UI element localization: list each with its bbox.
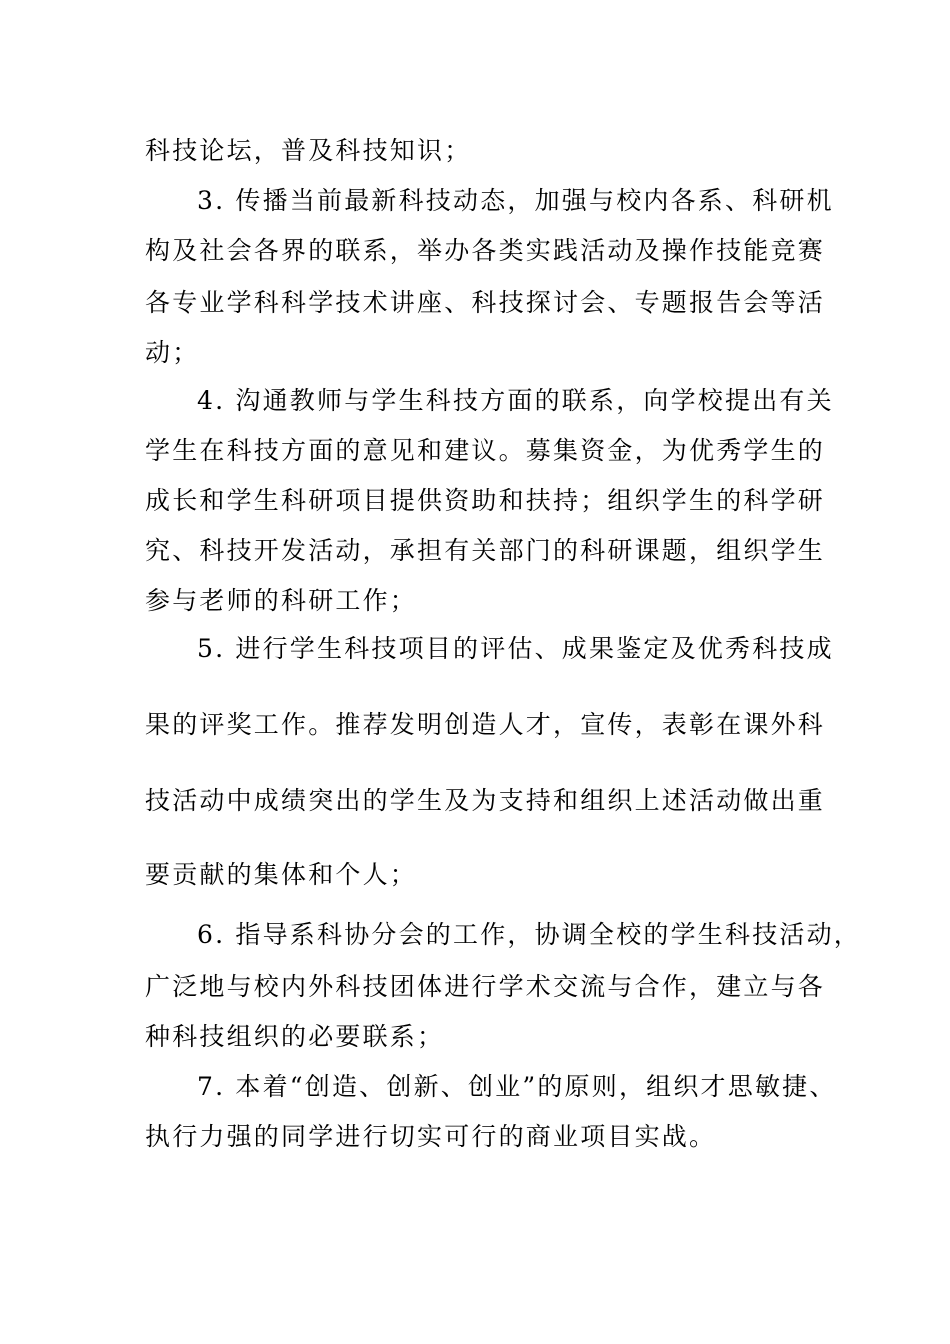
text-line-4: 各专业学科科学技术讲座、科技探讨会、专题报告会等活 <box>145 288 826 317</box>
text-line-item-3: 3. 传播当前最新科技动态，加强与校内各系、科研机 <box>197 186 834 215</box>
text-line-7: 学生在科技方面的意见和建议。募集资金，为优秀学生的 <box>145 436 826 465</box>
text-line-9: 究、科技开发活动，承担有关部门的科研课题，组织学生 <box>145 536 826 565</box>
text-line-item-7: 7. 本着“创造、创新、创业”的原则，组织才思敏捷、 <box>197 1072 837 1101</box>
text-line-item-4: 4. 沟通教师与学生科技方面的联系，向学校提出有关 <box>197 386 834 415</box>
text-line-17: 种科技组织的必要联系； <box>145 1022 445 1051</box>
text-line-12: 果的评奖工作。推荐发明创造人才，宣传，表彰在课外科 <box>145 710 826 739</box>
text-line-5: 动； <box>145 338 200 367</box>
text-line-item-6: 6. 指导系科协分会的工作，协调全校的学生科技活动， <box>197 920 862 949</box>
text-line-3: 构及社会各界的联系，举办各类实践活动及操作技能竞赛 <box>145 236 826 265</box>
text-line-14: 要贡献的集体和个人； <box>145 860 418 889</box>
text-line-1: 科技论坛，普及科技知识； <box>145 136 472 165</box>
text-line-19: 执行力强的同学进行切实可行的商业项目实战。 <box>145 1122 717 1151</box>
text-line-item-5: 5. 进行学生科技项目的评估、成果鉴定及优秀科技成 <box>197 634 834 663</box>
text-line-16: 广泛地与校内外科技团体进行学术交流与合作，建立与各 <box>145 972 826 1001</box>
text-line-13: 技活动中成绩突出的学生及为支持和组织上述活动做出重 <box>145 786 826 815</box>
text-line-10: 参与老师的科研工作； <box>145 586 418 615</box>
text-line-8: 成长和学生科研项目提供资助和扶持；组织学生的科学研 <box>145 486 826 515</box>
